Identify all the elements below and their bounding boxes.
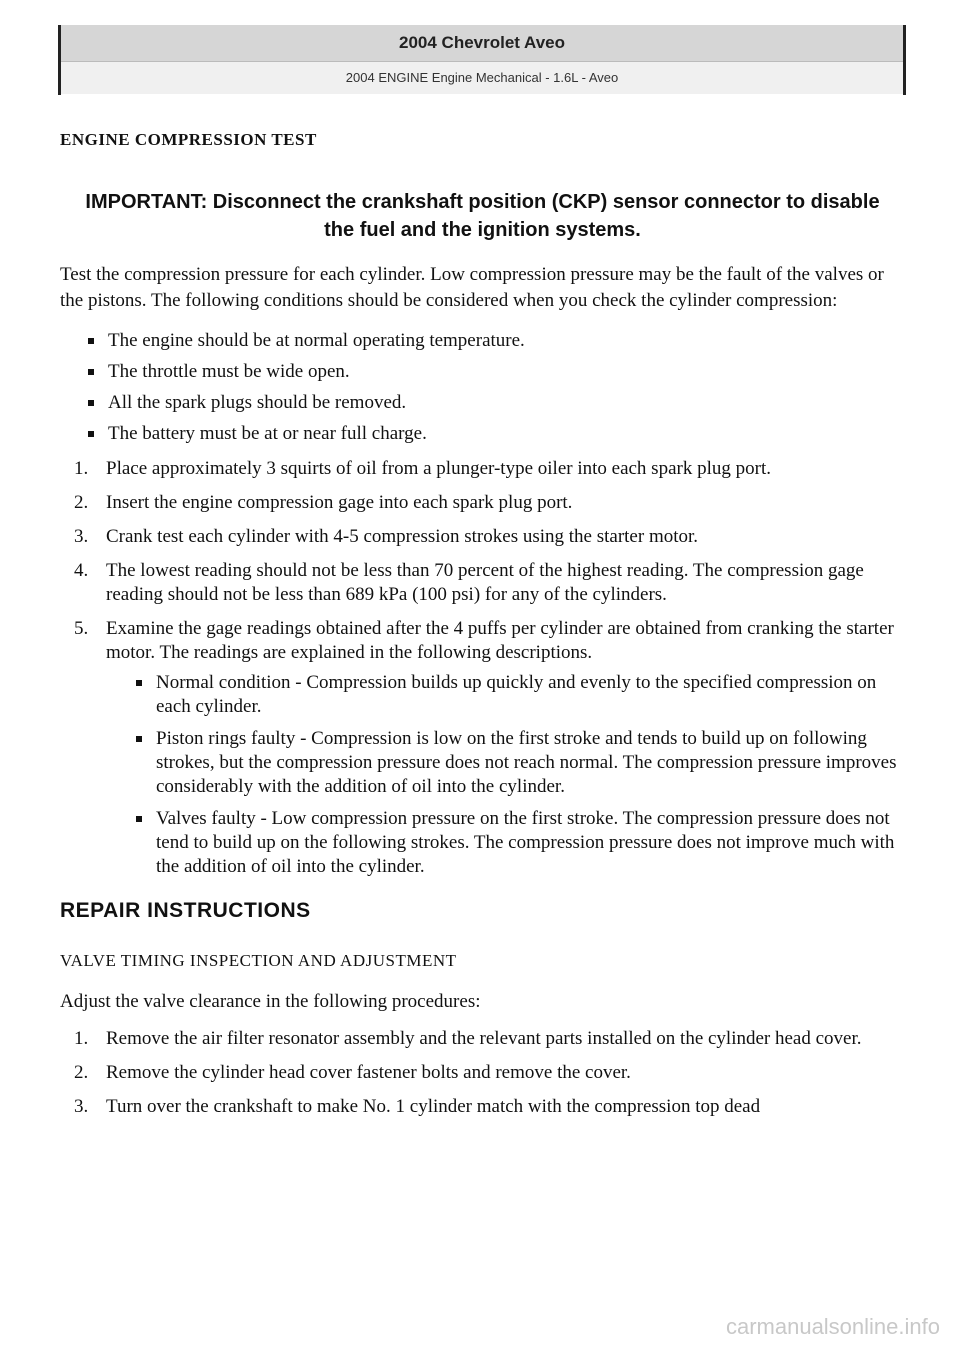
step-text: Remove the air filter resonator assembly and the relevant parts installed on the cylinder head cover.: [106, 1028, 862, 1049]
header-title: 2004 Chevrolet Aveo: [61, 25, 903, 62]
step-number: 2.: [74, 1062, 89, 1083]
important-note: IMPORTANT: Disconnect the crankshaft position (CKP) sensor connector to disable the fuel and the ignition systems.: [85, 191, 880, 241]
step-text: Crank test each cylinder with 4-5 compression strokes using the starter motor.: [106, 526, 699, 547]
step-number: 1.: [74, 1028, 89, 1049]
compression-steps: [60, 457, 905, 879]
step-item: [60, 617, 905, 879]
condition-item: The engine should be at normal operating temperature.: [88, 330, 905, 352]
step-item: [60, 1061, 905, 1085]
condition-item: The battery must be at or near full charge.: [88, 423, 905, 445]
document-body: [60, 130, 905, 1129]
step-text: Turn over the crankshaft to make No. 1 cylinder match with the compression top dead: [106, 1096, 761, 1117]
repair-intro: Adjust the valve clearance in the following procedures:: [60, 991, 481, 1012]
condition-item: The throttle must be wide open.: [88, 361, 905, 383]
step-number: 3.: [74, 1096, 89, 1117]
step-text: Remove the cylinder head cover fastener bolts and remove the cover.: [106, 1062, 631, 1083]
step-text: Insert the engine compression gage into each spark plug port.: [106, 492, 573, 513]
step-text: Place approximately 3 squirts of oil from a plunger-type oiler into each spark plug port.: [106, 458, 771, 479]
step-item: [60, 491, 905, 515]
description-item: Piston rings faulty - Compression is low on the first stroke and tends to build up on following strokes, but the compression pressure does not reach normal. The compression pressure improves considerably with the addition of oil into the cylinder.: [136, 727, 905, 799]
step-text: The lowest reading should not be less than 70 percent of the highest reading. The compression gage reading should not be less than 689 kPa (100 psi) for any of the cylinders.: [106, 560, 864, 605]
step-text: Examine the gage readings obtained after the 4 puffs per cylinder are obtained from cranking the starter motor. The readings are explained in the following descriptions.: [106, 618, 894, 663]
condition-item: All the spark plugs should be removed.: [88, 392, 905, 414]
conditions-list: [60, 330, 905, 445]
header-subtitle: 2004 ENGINE Engine Mechanical - 1.6L - Aveo: [61, 62, 903, 94]
step-number: 5.: [74, 618, 89, 639]
step-number: 4.: [74, 560, 89, 581]
step-item: [60, 1027, 905, 1051]
section-title-compression: ENGINE COMPRESSION TEST: [60, 130, 317, 149]
description-item: Valves faulty - Low compression pressure on the first stroke. The compression pressure does not tend to build up on the following strokes. The compression pressure does not improve much with the addition of oil into the cylinder.: [136, 807, 905, 879]
step-item: [60, 525, 905, 549]
description-item: Normal condition - Compression builds up quickly and evenly to the specified compression on each cylinder.: [136, 671, 905, 719]
step-item: [60, 1095, 905, 1119]
section-title-repair: REPAIR INSTRUCTIONS: [60, 899, 311, 922]
description-list: [106, 671, 905, 879]
step-item: [60, 559, 905, 607]
repair-steps: [60, 1027, 905, 1119]
step-item: [60, 457, 905, 481]
subsection-title-valve-timing: VALVE TIMING INSPECTION AND ADJUSTMENT: [60, 951, 457, 970]
step-number: 1.: [74, 458, 89, 479]
step-number: 3.: [74, 526, 89, 547]
document-header: [58, 25, 906, 95]
step-number: 2.: [74, 492, 89, 513]
watermark: carmanualsonline.info: [725, 1314, 940, 1339]
intro-paragraph: Test the compression pressure for each cylinder. Low compression pressure may be the fault of the valves or the pistons. The following conditions should be considered when you check the cylinder compression:: [60, 264, 884, 311]
